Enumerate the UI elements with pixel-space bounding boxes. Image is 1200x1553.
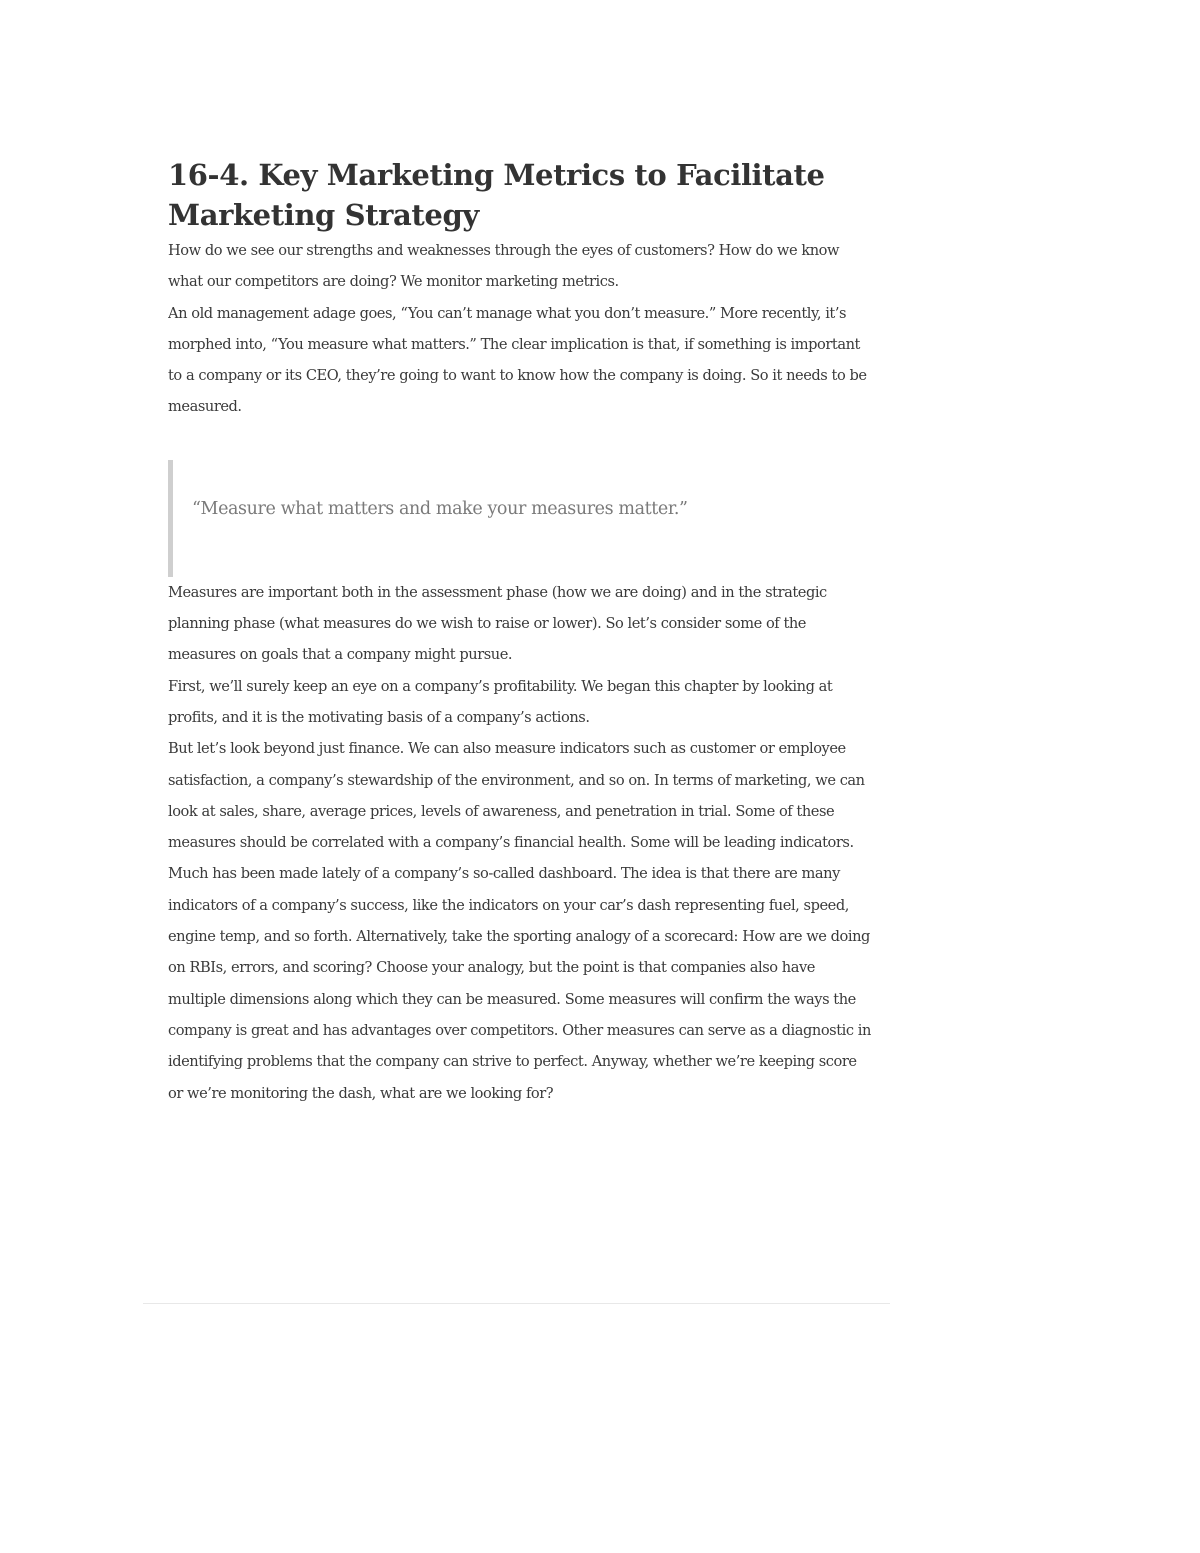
paragraph-measures: Measures are important both in the assessment phase (how we are doing) and in the strategic planning phase (what measures do we wish to raise or lower). So let’s consider some of the measures on goals that a company might pursue. (168, 583, 827, 664)
paragraph-profitability: First, we’ll surely keep an eye on a company’s profitability. We began this chapter by looking at profits, and it is the motivating basis of a company’s actions. (168, 677, 833, 726)
paragraph-intro: How do we see our strengths and weaknesses through the eyes of customers? How do we know what our competitors are doing? We monitor marketing metrics. (168, 242, 840, 291)
blockquote (168, 460, 873, 577)
paragraph-dashboard: Much has been made lately of a company’s so-called dashboard. The idea is that there are many indicators of a company’s success, like the indicators on your car’s dash representing fuel, speed, engine temp, and so forth. Alternatively, take the sporting analogy of a scorecard: How are we doing on RBIs, errors, and scoring? Choose your analogy, but the point is that companies also have multiple dimensions along which they can be measured. Some measures will confirm the ways the company is great and has advantages over competitors. Other measures can serve as a diagnostic in identifying problems that the company can strive to perfect. Anyway, whether we’re keeping score or we’re monitoring the dash, what are we looking for? (168, 865, 871, 1102)
paragraph-adage: An old management adage goes, “You can’t manage what you don’t measure.” More recently, it’s morphed into, “You measure what matters.” The clear implication is that, if something is important to a company or its CEO, they’re going to want to know how the company is doing. So it needs to be measured. (168, 304, 867, 416)
blockquote-text: “Measure what matters and make your measures matter.” (192, 498, 688, 519)
page-divider (143, 1303, 890, 1304)
paragraph-beyond-finance: But let’s look beyond just finance. We can also measure indicators such as customer or employee satisfaction, a company’s stewardship of the environment, and so on. In terms of marketing, we can look at sales, share, average prices, levels of awareness, and penetration in trial. Some of these measures should be correlated with a company’s financial health. Some will be leading indicators. (168, 740, 865, 852)
article-body (168, 155, 873, 1304)
article-title: 16-4. Key Marketing Metrics to Facilitate Marketing Strategy (168, 158, 825, 232)
